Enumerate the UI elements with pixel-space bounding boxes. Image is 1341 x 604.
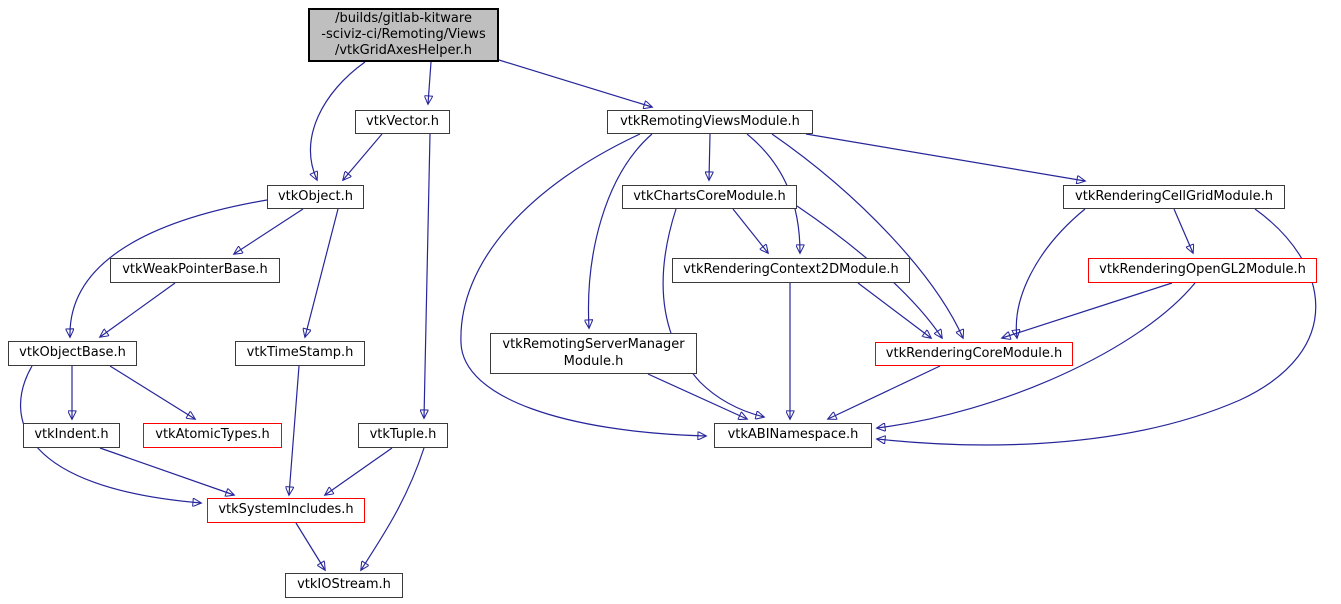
node-root-vtkGridAxesHelper-h <box>308 8 499 62</box>
edge-weakptr-objectbase <box>100 283 175 337</box>
edge-vector-tuple <box>424 134 430 418</box>
edge-indent-sysinc <box>100 448 234 495</box>
edge-views-servermanager <box>589 134 652 328</box>
edge-objectbase-atomic <box>110 366 195 419</box>
edge-timestamp-sysinc <box>289 366 299 495</box>
edge-charts-context2d <box>733 209 768 253</box>
node-vtkRenderingCellGridModule-h[interactable]: vtkRenderingCellGridModule.h <box>1063 185 1285 209</box>
node-vtkObject-h[interactable]: vtkObject.h <box>267 185 364 209</box>
edge-charts-abi <box>663 209 764 417</box>
node-root-label-line2: -sciviz-ci/Remoting/Views <box>321 26 486 42</box>
edge-views-abi <box>461 134 706 436</box>
node-vtkABINamespace-h[interactable]: vtkABINamespace.h <box>714 423 872 448</box>
edge-tuple-sysinc <box>325 448 392 495</box>
node-vtkWeakPointerBase-h[interactable]: vtkWeakPointerBase.h <box>110 258 280 283</box>
edge-root-views <box>499 60 652 107</box>
node-vtkSystemIncludes-h[interactable]: vtkSystemIncludes.h <box>207 498 365 523</box>
node-vtkAtomicTypes-h[interactable]: vtkAtomicTypes.h <box>143 423 282 448</box>
node-servermanager-label-line2: Module.h <box>563 353 624 369</box>
edge-object-timestamp <box>305 209 338 337</box>
edge-cellgrid-opengl2 <box>1174 209 1193 253</box>
edge-opengl2-rendercore <box>1002 283 1172 338</box>
edge-cellgrid-abi <box>877 209 1316 445</box>
node-root-label-line1: /builds/gitlab-kitware <box>335 10 472 26</box>
node-vtkRenderingCoreModule-h[interactable]: vtkRenderingCoreModule.h <box>875 342 1073 366</box>
node-vtkTuple-h[interactable]: vtkTuple.h <box>358 423 448 448</box>
edge-sysinc-iostream <box>296 523 325 570</box>
node-vtkRemotingServerManagerModule-h[interactable] <box>490 333 697 374</box>
node-vtkIndent-h[interactable]: vtkIndent.h <box>23 423 120 448</box>
node-vtkRenderingContext2DModule-h[interactable]: vtkRenderingContext2DModule.h <box>672 258 910 283</box>
node-vtkIOStream-h[interactable]: vtkIOStream.h <box>285 573 403 598</box>
node-vtkObjectBase-h[interactable]: vtkObjectBase.h <box>8 341 137 366</box>
node-vtkChartsCoreModule-h[interactable]: vtkChartsCoreModule.h <box>622 185 797 209</box>
edge-tuple-iostream <box>361 448 424 570</box>
edge-vector-object <box>343 134 382 180</box>
edge-rendercore-abi <box>828 366 940 419</box>
edge-servermanager-abi <box>648 374 747 419</box>
edge-views-charts <box>709 134 710 180</box>
edge-views-cellgrid <box>806 134 1085 181</box>
node-vtkRenderingOpenGL2Module-h[interactable]: vtkRenderingOpenGL2Module.h <box>1088 258 1317 283</box>
node-servermanager-label-line1: vtkRemotingServerManager <box>502 337 685 353</box>
node-root-label-line3: /vtkGridAxesHelper.h <box>334 43 473 59</box>
edge-root-vector <box>428 62 431 104</box>
node-vtkTimeStamp-h[interactable]: vtkTimeStamp.h <box>235 341 365 366</box>
node-vtkRemotingViewsModule-h[interactable]: vtkRemotingViewsModule.h <box>607 110 813 134</box>
edge-cellgrid-rendercore <box>1016 209 1085 338</box>
edge-views-rendercore <box>772 134 963 338</box>
edge-object-weakptr <box>234 209 303 254</box>
node-vtkVector-h[interactable]: vtkVector.h <box>355 110 450 134</box>
